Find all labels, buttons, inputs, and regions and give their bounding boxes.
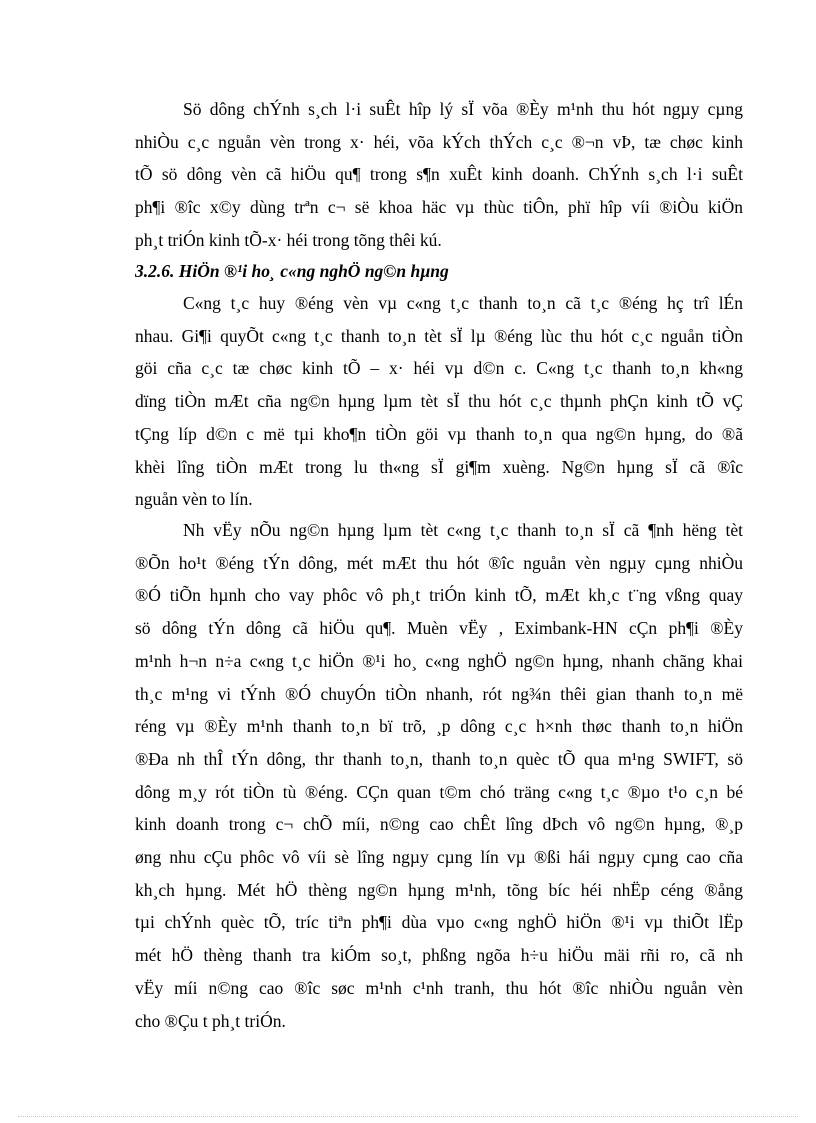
text-line: th¸c m¹ng vi tÝnh ®Ó chuyÓn tiÒn nhanh, rót ng¾n thêi gian thanh to¸n më bbox=[135, 683, 743, 704]
text-line: kinh doanh trong c¬ chÕ míi, n©ng cao chÊt lîng dÞch vô ng©n hµng, ®¸p bbox=[135, 814, 743, 835]
text-line: nhau. Gi¶i quyÕt c«ng t¸c thanh to¸n tèt sÏ lµ ®éng lùc thu hót c¸c nguån tiÒn bbox=[135, 325, 743, 346]
text-line: Sö dông chÝnh s¸ch l·i suÊt hîp lý sÏ võa ®Èy m¹nh thu hót ngµy cµng bbox=[183, 99, 743, 119]
text-line: réng vµ ®Èy m¹nh thanh to¸n bï trõ, ¸p dông c¸c h×nh thøc thanh to¸n hiÖn bbox=[135, 716, 743, 737]
text-line: ph¶i ®îc x©y dùng trªn c¬ së khoa häc vµ thùc tiÔn, phï hîp víi ®iÒu kiÖn bbox=[135, 197, 743, 218]
text-line: nhiÒu c¸c nguån vèn trong x· héi, võa kÝch thÝch c¸c ®¬n vÞ, tæ chøc kinh bbox=[135, 131, 743, 152]
text-line: m¹nh h¬n n÷a c«ng t¸c hiÖn ®¹i ho¸ c«ng nghÖ ng©n hµng, nhanh chãng khai bbox=[135, 650, 743, 671]
text-line: mét hÖ thèng thanh tra kiÓm so¸t, phßng ngõa h÷u hiÖu mäi rñi ro, cã nh bbox=[135, 945, 743, 966]
text-line: tÕ sö dông vèn cã hiÖu qu¶ trong s¶n xuÊt kinh doanh. ChÝnh s¸ch l·i suÊt bbox=[135, 164, 743, 185]
text-line: ph¸t triÓn kinh tÕ-x· héi trong tõng thêi kú. bbox=[135, 229, 442, 250]
paragraph-payment-and-mobilization bbox=[135, 287, 743, 516]
text-line: vËy míi n©ng cao ®îc søc m¹nh c¹nh tranh, thu hót ®îc nhiÒu nguån vèn bbox=[135, 977, 743, 998]
page-bottom-divider bbox=[18, 1116, 798, 1117]
paragraph-interest-rate-policy bbox=[135, 93, 743, 257]
text-line: tµi chÝnh quèc tÕ, tríc tiªn ph¶i dùa vµo c«ng nghÖ hiÖn ®¹i vµ thiÕt lËp bbox=[135, 912, 743, 933]
text-line: cho ®Çu t ph¸t triÓn. bbox=[135, 1010, 286, 1031]
text-line: nguån vèn to lín. bbox=[135, 489, 253, 510]
section-heading: 3.2.6. HiÖn ®¹i ho¸ c«ng nghÖ ng©n hµng bbox=[135, 261, 449, 281]
text-line: dông m¸y rót tiÒn tù ®éng. CÇn quan t©m chó träng c«ng t¸c ®µo t¹o c¸n bé bbox=[135, 781, 743, 802]
text-line: C«ng t¸c huy ®éng vèn vµ c«ng t¸c thanh to¸n cã t¸c ®éng hç trî lÉn bbox=[183, 293, 743, 313]
text-line: øng nhu cÇu phôc vô víi sè lîng ngµy cµng lín vµ ®ßi hái ngµy cµng cao cña bbox=[135, 847, 743, 868]
text-line: khèi lîng tiÒn mÆt trong lu th«ng sÏ gi¶m xuèng. Ng©n hµng sÏ cã ®îc bbox=[135, 456, 743, 477]
text-line: sö dông tÝn dông cã hiÖu qu¶. Muèn vËy , Eximbank-HN cÇn ph¶i ®Èy bbox=[135, 618, 743, 639]
text-line: göi cña c¸c tæ chøc kinh tÕ – x· héi vµ d©n c. C«ng t¸c thanh to¸n kh«ng bbox=[135, 358, 743, 379]
text-line: ®Ða nh thÎ tÝn dông, thr thanh to¸n, thanh to¸n quèc tÕ qua m¹ng SWIFT, sö bbox=[135, 748, 743, 769]
text-line: ®Õn ho¹t ®éng tÝn dông, mét mÆt thu hót ®îc nguån vèn ngµy cµng nhiÒu bbox=[135, 552, 743, 573]
paragraph-modernization-plan bbox=[135, 514, 743, 1037]
text-line: dïng tiÒn mÆt cña ng©n hµng lµm tèt sÏ thu hót c¸c thµnh phÇn kinh tÕ vÇ bbox=[135, 391, 743, 412]
text-line: Nh vËy nÕu ng©n hµng lµm tèt c«ng t¸c thanh to¸n sÏ cã ¶nh hëng tèt bbox=[183, 520, 743, 540]
text-line: tÇng líp d©n c më tµi kho¶n tiÒn göi vµ thanh to¸n qua ng©n hµng, do ®ã bbox=[135, 423, 743, 444]
text-line: kh¸ch hµng. Mét hÖ thèng ng©n hµng m¹nh, tõng bíc héi nhËp céng ®ång bbox=[135, 879, 743, 900]
text-line: ®Ó tiÕn hµnh cho vay phôc vô ph¸t triÓn kinh tÕ, mÆt kh¸c t¨ng vßng quay bbox=[135, 585, 743, 606]
